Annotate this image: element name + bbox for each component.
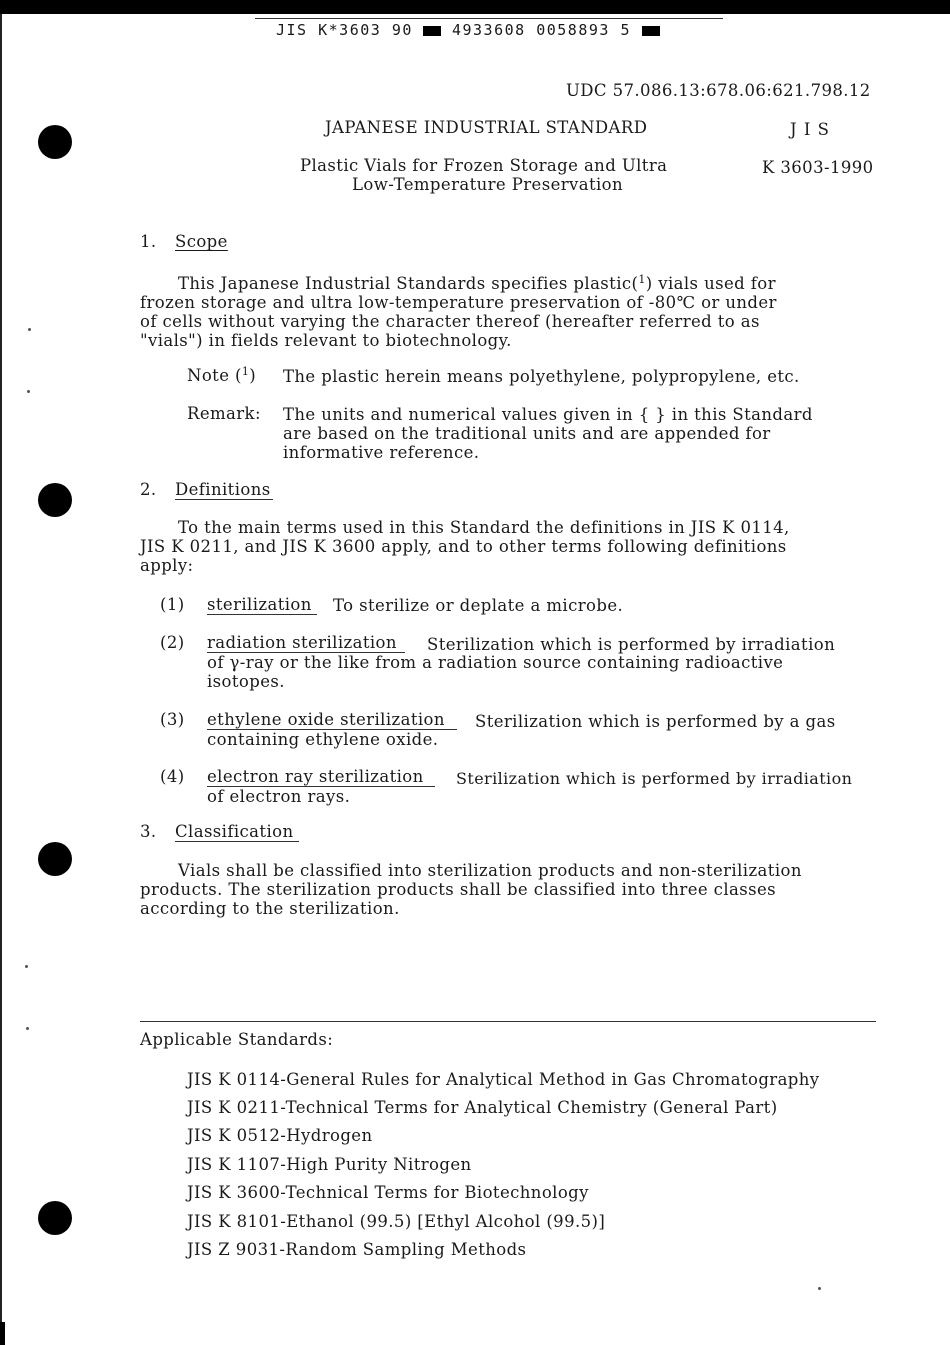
scan-speck — [818, 1287, 821, 1290]
scan-bottom-mark — [0, 1322, 5, 1345]
heading-underline — [175, 499, 273, 500]
definition-item-3-number: (3) — [160, 710, 185, 729]
scope-paragraph: This Japanese Industrial Standards specifies plastic($^1$) vials used for frozen storage and ultra low-temperature preservation of -80℃ or under of cells without varying the character thereof (hereafter referred to as "vials") in fields relevant to biotechnology. — [140, 273, 777, 350]
scan-speck — [28, 328, 31, 331]
scan-speck — [26, 1027, 29, 1030]
scan-top-border — [0, 0, 950, 14]
definition-item-1-text: To sterilize or deplate a microbe. — [333, 596, 624, 615]
applicable-standard-item: JIS K 1107-High Purity Nitrogen — [187, 1155, 472, 1174]
applicable-standard-item: JIS K 0512-Hydrogen — [187, 1126, 373, 1145]
section-3-number: 3. — [140, 822, 157, 841]
scan-speck — [27, 390, 30, 393]
header-code — [276, 21, 660, 39]
standard-name: JAPANESE INDUSTRIAL STANDARD — [325, 118, 648, 137]
header-code-left: JIS K*3603 90 — [276, 21, 413, 39]
definition-item-3-text-1: Sterilization which is performed by a gas — [475, 712, 836, 731]
scan-speck — [25, 965, 28, 968]
heading-underline — [175, 841, 299, 842]
black-block-mark — [642, 26, 660, 36]
definition-item-2-term: radiation sterilization — [207, 633, 397, 652]
definition-item-4-text-1: Sterilization which is performed by irradiation — [456, 769, 853, 788]
title-line-1: Plastic Vials for Frozen Storage and Ultra — [300, 156, 668, 175]
definition-item-1-number: (1) — [160, 595, 185, 614]
section-2-heading: Definitions — [175, 480, 271, 499]
term-underline — [207, 614, 317, 615]
standard-number: K 3603-1990 — [762, 158, 874, 177]
header-rule — [255, 18, 723, 19]
applicable-standard-item: JIS K 0114-General Rules for Analytical Method in Gas Chromatography — [187, 1070, 820, 1089]
definition-item-3-text-2: containing ethylene oxide. — [207, 730, 439, 749]
section-3-heading: Classification — [175, 822, 294, 841]
definition-item-4-number: (4) — [160, 767, 185, 786]
binder-hole — [38, 483, 72, 517]
definition-item-2-text-1: Sterilization which is performed by irradiation — [427, 635, 836, 654]
classification-paragraph: Vials shall be classified into sterilization products and non-sterilization products. The sterilization products shall be classified into three classes according to the sterilization. — [140, 861, 802, 918]
definition-item-2-number: (2) — [160, 633, 185, 652]
remark-label: Remark: — [187, 404, 261, 423]
applicable-standard-item: JIS Z 9031-Random Sampling Methods — [187, 1240, 527, 1259]
section-2-number: 2. — [140, 480, 157, 499]
udc-code: UDC 57.086.13:678.06:621.798.12 — [566, 81, 871, 100]
jis-mark: J I S — [790, 120, 830, 139]
applicable-standard-item: JIS K 8101-Ethanol (99.5) [Ethyl Alcohol (99.5)] — [187, 1212, 606, 1231]
section-1-heading: Scope — [175, 232, 228, 251]
definition-item-1-term: sterilization — [207, 595, 312, 614]
black-block-mark — [423, 26, 441, 36]
applicable-standards-heading: Applicable Standards: — [140, 1030, 334, 1049]
note-text: The plastic herein means polyethylene, polypropylene, etc. — [283, 367, 800, 386]
title-line-2: Low-Temperature Preservation — [352, 175, 624, 194]
definition-item-2-continuation: of γ-ray or the like from a radiation source containing radioactive isotopes. — [207, 653, 784, 691]
header-code-middle: 4933608 0058893 5 — [451, 21, 631, 39]
binder-hole — [38, 125, 72, 159]
applicable-standard-item: JIS K 0211-Technical Terms for Analytical Chemistry (General Part) — [187, 1098, 778, 1117]
definition-item-4-text-2: of electron rays. — [207, 787, 351, 806]
binder-hole — [38, 842, 72, 876]
note-label: Note ($^1$) — [187, 365, 257, 385]
applicable-standard-item: JIS K 3600-Technical Terms for Biotechnology — [187, 1183, 589, 1202]
definitions-paragraph: To the main terms used in this Standard the definitions in JIS K 0114, JIS K 0211, and JIS K 3600 apply, and to other terms following definitions apply: — [140, 518, 790, 575]
section-1-number: 1. — [140, 232, 157, 251]
footnote-rule — [140, 1021, 876, 1022]
remark-text: The units and numerical values given in { } in this Standard are based on the traditional units and are appended for informative reference. — [283, 405, 813, 462]
binder-hole — [38, 1201, 72, 1235]
definition-item-4-term: electron ray sterilization — [207, 767, 424, 786]
definition-item-3-term: ethylene oxide sterilization — [207, 710, 445, 729]
scan-left-edge — [0, 14, 2, 1345]
